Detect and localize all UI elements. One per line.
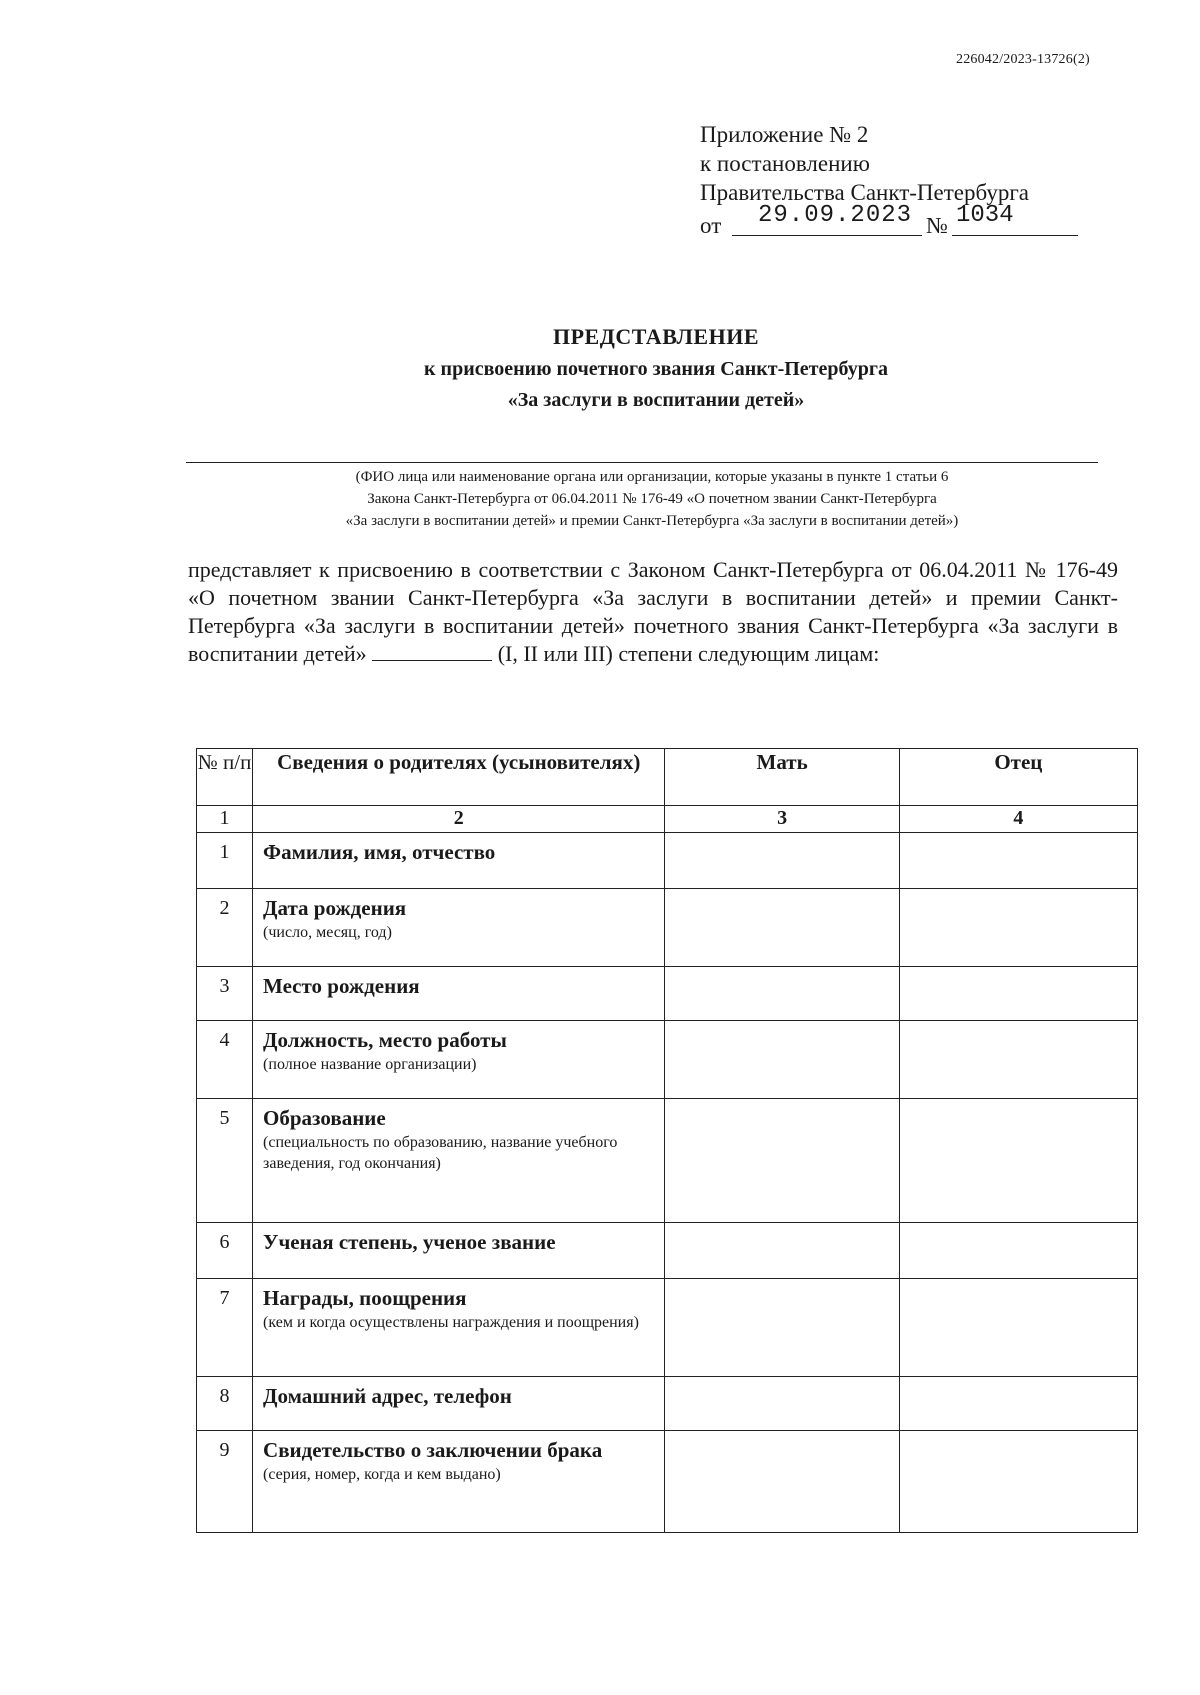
table-row — [197, 833, 1138, 889]
row-label: Домашний адрес, телефон — [263, 1384, 512, 1408]
row-number: 7 — [197, 1279, 253, 1377]
mother-value-cell[interactable] — [665, 1431, 899, 1533]
row-label: Награды, поощрения — [263, 1286, 467, 1310]
table-index-row — [197, 806, 1138, 833]
header-mother: Мать — [665, 749, 899, 806]
appendix-line-3: Правительства Санкт-Петербурга — [700, 180, 1029, 205]
degree-blank-field — [372, 642, 492, 661]
table-row — [197, 1021, 1138, 1099]
father-value-cell[interactable] — [899, 889, 1137, 967]
header-number: № п/п — [197, 749, 253, 806]
row-label-cell — [253, 967, 665, 1021]
father-value-cell[interactable] — [899, 1021, 1137, 1099]
row-label: Ученая степень, ученое звание — [263, 1230, 556, 1254]
father-value-cell[interactable] — [899, 967, 1137, 1021]
document-title: ПРЕДСТАВЛЕНИЕ — [552, 324, 759, 349]
intro-text-1: представляет к присвоению в соответствии с Законом Санкт-Петербурга от 06.04.2011 № 176-49 «О почетном звании Санкт-Петербурга «За заслуги в воспитании детей» и премии Санкт-Петербурга «За заслуги в воспитании детей» почетного звания Санкт-Петербурга «За заслуги в воспитании детей» — [188, 557, 1118, 666]
document-subtitle-2: «За заслуги в воспитании детей» — [507, 389, 805, 411]
row-hint: (специальность по образованию, название учебного заведения, год окончания) — [263, 1134, 618, 1172]
table-row — [197, 1099, 1138, 1223]
row-label: Фамилия, имя, отчество — [263, 840, 496, 864]
row-label-cell — [253, 889, 665, 967]
father-value-cell[interactable] — [899, 1431, 1137, 1533]
row-number: 9 — [197, 1431, 253, 1533]
index-cell: 1 — [197, 806, 253, 833]
row-hint: (число, месяц, год) — [263, 924, 392, 941]
mother-value-cell[interactable] — [665, 967, 899, 1021]
appendix-number-label: № — [926, 213, 948, 238]
mother-value-cell[interactable] — [665, 1021, 899, 1099]
table-header-row — [197, 749, 1138, 806]
mother-value-cell[interactable] — [665, 1099, 899, 1223]
row-label: Место рождения — [263, 974, 420, 998]
father-value-cell[interactable] — [899, 1279, 1137, 1377]
index-cell: 4 — [899, 806, 1137, 833]
document-subtitle-1: к присвоению почетного звания Санкт-Петербурга — [424, 358, 888, 380]
mother-value-cell[interactable] — [665, 1377, 899, 1431]
fio-caption — [186, 466, 1118, 532]
row-label-cell — [253, 1279, 665, 1377]
mother-value-cell[interactable] — [665, 833, 899, 889]
mother-value-cell[interactable] — [665, 1279, 899, 1377]
row-label: Дата рождения — [263, 896, 407, 920]
appendix-number: 1034 — [956, 202, 1014, 229]
table-row — [197, 1431, 1138, 1533]
appendix-date: 29.09.2023 — [758, 202, 913, 229]
appendix-block — [700, 120, 1029, 239]
row-label-cell — [253, 833, 665, 889]
row-label-cell — [253, 1099, 665, 1223]
row-label: Должность, место работы — [263, 1028, 507, 1052]
row-label-cell — [253, 1021, 665, 1099]
father-value-cell[interactable] — [899, 1099, 1137, 1223]
father-value-cell[interactable] — [899, 1377, 1137, 1431]
mother-value-cell[interactable] — [665, 889, 899, 967]
index-cell: 3 — [665, 806, 899, 833]
row-label: Свидетельство о заключении брака — [263, 1438, 603, 1462]
fio-caption-line-2: Закона Санкт-Петербурга от 06.04.2011 № 176-49 «О почетном звании Санкт-Петербурга — [367, 491, 937, 507]
table-row — [197, 1279, 1138, 1377]
header-father: Отец — [899, 749, 1137, 806]
appendix-date-row — [700, 202, 1029, 239]
table-row — [197, 1223, 1138, 1279]
appendix-number-field — [952, 202, 1078, 236]
row-number: 8 — [197, 1377, 253, 1431]
appendix-line-2: к постановлению — [700, 151, 870, 176]
mother-value-cell[interactable] — [665, 1223, 899, 1279]
document-title-block — [0, 324, 1200, 412]
father-value-cell[interactable] — [899, 833, 1137, 889]
fio-caption-line-3: «За заслуги в воспитании детей» и премии Санкт-Петербурга «За заслуги в воспитании детей») — [345, 513, 959, 529]
table-row — [197, 967, 1138, 1021]
fio-caption-line-1: (ФИО лица или наименование органа или организации, которые указаны в пункте 1 статьи 6 — [355, 469, 949, 485]
row-label-cell — [253, 1431, 665, 1533]
table-row — [197, 889, 1138, 967]
appendix-ot-label: от — [700, 213, 722, 238]
row-number: 4 — [197, 1021, 253, 1099]
row-number: 2 — [197, 889, 253, 967]
fio-blank-line — [186, 462, 1098, 463]
appendix-date-field — [732, 202, 922, 236]
header-info: Сведения о родителях (усыновителях) — [253, 749, 665, 806]
intro-text-2: (I, II или III) степени следующим лицам: — [497, 641, 880, 666]
appendix-line-1: Приложение № 2 — [700, 122, 869, 147]
row-number: 3 — [197, 967, 253, 1021]
index-cell: 2 — [253, 806, 665, 833]
parents-info-table — [196, 748, 1138, 1533]
row-hint: (серия, номер, когда и кем выдано) — [263, 1466, 501, 1483]
document-number: 226042/2023-13726(2) — [956, 52, 1090, 67]
row-label-cell — [253, 1377, 665, 1431]
intro-paragraph — [188, 556, 1118, 668]
row-hint: (кем и когда осуществлены награждения и поощрения) — [263, 1314, 639, 1331]
row-number: 6 — [197, 1223, 253, 1279]
table-row — [197, 1377, 1138, 1431]
row-number: 5 — [197, 1099, 253, 1223]
row-label-cell — [253, 1223, 665, 1279]
father-value-cell[interactable] — [899, 1223, 1137, 1279]
row-number: 1 — [197, 833, 253, 889]
row-hint: (полное название организации) — [263, 1056, 477, 1073]
row-label: Образование — [263, 1106, 386, 1130]
